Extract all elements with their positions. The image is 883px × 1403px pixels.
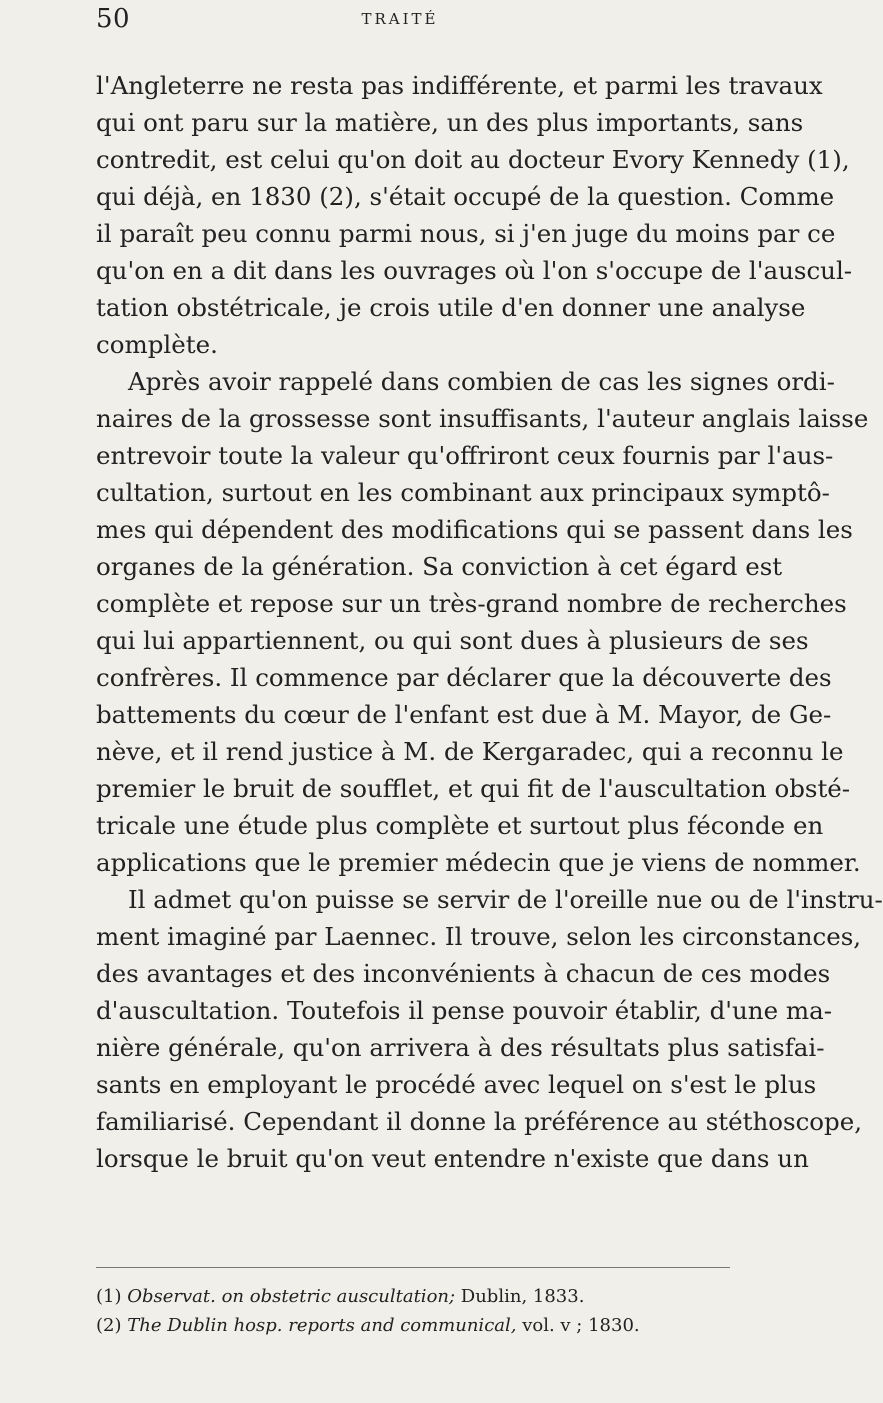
footnote-divider [96,1267,730,1268]
footnote-source: Dublin, 1833. [455,1286,585,1307]
text-line: cultation, surtout en les combinant aux principaux symptô- [96,478,830,507]
text-line: nière générale, qu'on arrivera à des résultats plus satisfai- [96,1033,825,1062]
text-line: qu'on en a dit dans les ouvrages où l'on s'occupe de l'auscul- [96,256,853,285]
footnote-1 [96,1283,730,1311]
footnote-marker: (1) [96,1286,122,1307]
text-line: tricale une étude plus complète et surtout plus féconde en [96,811,824,840]
text-line: premier le bruit de soufflet, et qui fit de l'auscultation obsté- [96,774,851,803]
text-line: il paraît peu connu parmi nous, si j'en juge du moins par ce [96,219,836,248]
text-line: mes qui dépendent des modifications qui se passent dans les [96,515,853,544]
text-line: battements du cœur de l'enfant est due à M. Mayor, de Ge- [96,700,832,729]
text-line: complète. [96,330,218,359]
text-line: nève, et il rend justice à M. de Kergaradec, qui a reconnu le [96,737,844,766]
text-line: qui déjà, en 1830 (2), s'était occupé de la question. Comme [96,182,835,211]
page-number: 50 [96,4,131,34]
footnote-2 [96,1312,730,1340]
text-line: l'Angleterre ne resta pas indifférente, et parmi les travaux [96,71,823,100]
text-line: qui ont paru sur la matière, un des plus importants, sans [96,108,804,137]
text-line: familiarisé. Cependant il donne la préférence au stéthoscope, [96,1107,863,1136]
running-head: TRAITÉ [361,10,439,28]
page-header [0,0,800,40]
footnote-title: The Dublin hosp. reports and communical, [127,1315,517,1336]
text-line: entrevoir toute la valeur qu'offriront ceux fournis par l'aus- [96,441,834,470]
text-line: applications que le premier médecin que je viens de nommer. [96,848,861,877]
footnote-title: Observat. on obstetric auscultation; [127,1286,456,1307]
text-line: ment imaginé par Laennec. Il trouve, selon les circonstances, [96,922,862,951]
footnote-source: vol. v ; 1830. [516,1315,640,1336]
text-line: sants en employant le procédé avec lequel on s'est le plus [96,1070,817,1099]
footnote-marker: (2) [96,1315,122,1336]
text-line: tation obstétricale, je crois utile d'en donner une analyse [96,293,806,322]
text-line: lorsque le bruit qu'on veut entendre n'existe que dans un [96,1144,809,1173]
text-line: naires de la grossesse sont insuffisants, l'auteur anglais laisse [96,404,869,433]
text-line: des avantages et des inconvénients à chacun de ces modes [96,959,831,988]
text-line: d'auscultation. Toutefois il pense pouvoir établir, d'une ma- [96,996,832,1025]
text-line: confrères. Il commence par déclarer que la découverte des [96,663,832,692]
text-line: Après avoir rappelé dans combien de cas les signes ordi- [128,367,835,396]
text-line: organes de la génération. Sa conviction à cet égard est [96,552,783,581]
text-line: qui lui appartiennent, ou qui sont dues à plusieurs de ses [96,626,809,655]
text-line: contredit, est celui qu'on doit au docteur Evory Kennedy (1), [96,145,850,174]
text-line: Il admet qu'on puisse se servir de l'oreille nue ou de l'instru- [128,885,883,914]
text-line: complète et repose sur un très-grand nombre de recherches [96,589,847,618]
